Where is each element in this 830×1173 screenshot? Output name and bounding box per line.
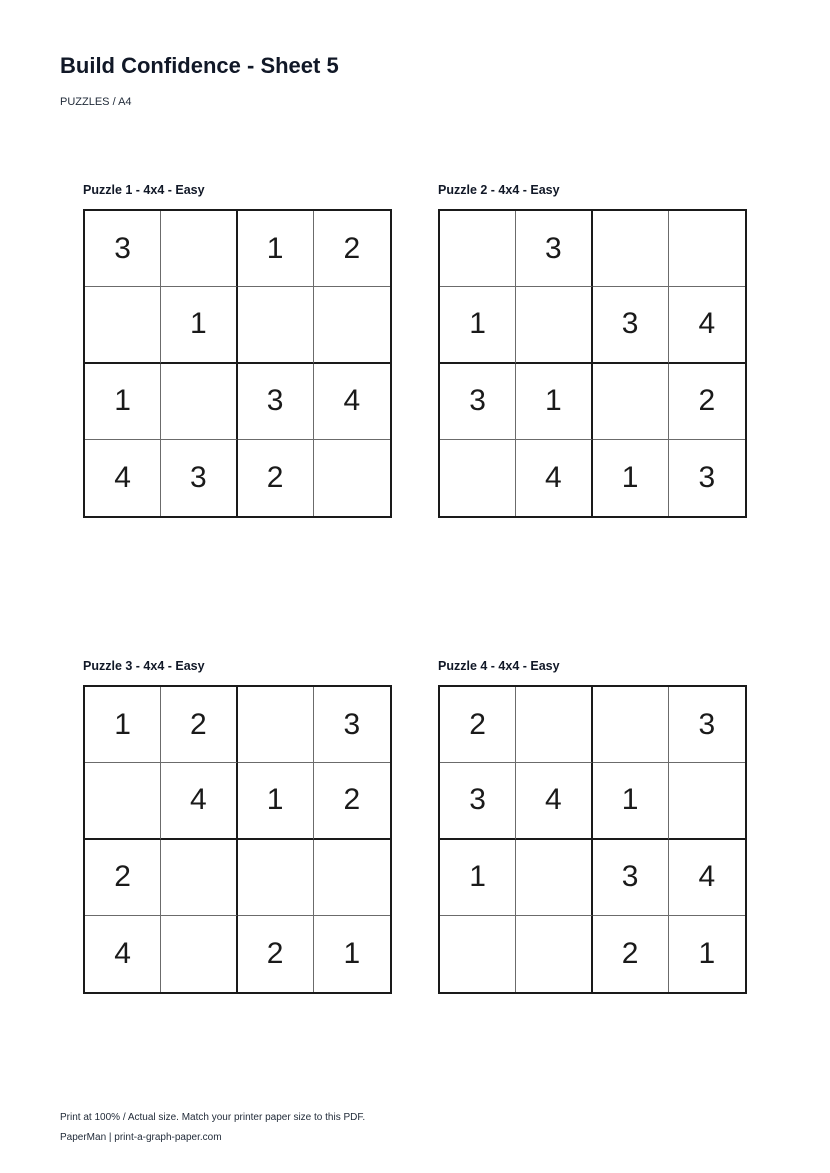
sudoku-cell: 3 [593, 287, 669, 363]
sudoku-cell: 2 [161, 687, 237, 763]
sudoku-cell [161, 211, 237, 287]
sudoku-cell: 3 [669, 687, 745, 763]
sudoku-cell: 1 [698, 936, 716, 970]
sudoku-cell: 2 [314, 211, 390, 287]
sudoku-cell [314, 287, 390, 363]
sudoku-cell [440, 211, 516, 287]
sudoku-cell [516, 687, 592, 763]
print-note: Print at 100% / Actual size. Match your printer paper size to this PDF. [60, 1112, 366, 1123]
sudoku-cell: 1 [161, 287, 237, 363]
sudoku-cell: 2 [238, 916, 314, 992]
sudoku-cell: 2 [85, 840, 161, 916]
brand-footer: PaperMan | print-a-graph-paper.com [60, 1132, 222, 1143]
sudoku-cell: 3 [314, 687, 390, 763]
sudoku-cell: 1 [85, 364, 161, 440]
sudoku-cell [593, 687, 669, 763]
puzzle-label: Puzzle 3 - 4x4 - Easy [83, 659, 205, 673]
sudoku-cell: 4 [516, 763, 592, 839]
sudoku-cell: 3 [516, 211, 592, 287]
sudoku-cell [593, 364, 669, 440]
sudoku-grid [83, 685, 392, 994]
sudoku-cell [238, 287, 314, 363]
puzzle-label: Puzzle 2 - 4x4 - Easy [438, 183, 560, 197]
sudoku-cell: 2 [440, 687, 516, 763]
sudoku-cell: 4 [85, 916, 161, 992]
sudoku-cell [85, 287, 161, 363]
sudoku-cell: 2 [593, 916, 669, 992]
sudoku-cell: 1 [593, 763, 669, 839]
sudoku-grid [83, 209, 392, 518]
sudoku-cell [593, 211, 669, 287]
sudoku-cell [161, 916, 237, 992]
sudoku-cell: 3 [440, 364, 516, 440]
sudoku-cell: 4 [516, 440, 592, 516]
sudoku-cell [314, 440, 390, 516]
puzzle-label: Puzzle 4 - 4x4 - Easy [438, 659, 560, 673]
sudoku-cell [161, 840, 237, 916]
sudoku-cell: 3 [698, 460, 716, 494]
page-subtitle: PUZZLES / A4 [60, 96, 132, 108]
sudoku-cell: 3 [593, 840, 669, 916]
sudoku-cell [85, 763, 161, 839]
sudoku-grid [438, 685, 747, 994]
sudoku-cell: 1 [85, 687, 161, 763]
page-title: Build Confidence - Sheet 5 [60, 53, 339, 78]
sudoku-cell: 2 [238, 440, 314, 516]
sudoku-cell [440, 440, 516, 516]
sudoku-cell: 2 [314, 763, 390, 839]
sudoku-cell [516, 840, 592, 916]
sudoku-cell: 3 [440, 763, 516, 839]
sudoku-cell: 1 [238, 763, 314, 839]
sudoku-cell: 1 [238, 211, 314, 287]
sudoku-cell: 1 [516, 364, 592, 440]
sudoku-cell: 3 [238, 364, 314, 440]
sudoku-cell [516, 916, 592, 992]
sudoku-cell: 3 [161, 440, 237, 516]
sudoku-cell: 4 [85, 440, 161, 516]
sudoku-cell: 1 [440, 287, 516, 363]
sudoku-cell [440, 916, 516, 992]
sudoku-cell [669, 211, 745, 287]
sudoku-cell [161, 364, 237, 440]
sudoku-cell: 4 [669, 287, 745, 363]
sudoku-cell [669, 763, 745, 839]
sudoku-cell [314, 840, 390, 916]
sudoku-cell [238, 687, 314, 763]
sudoku-cell: 1 [593, 440, 669, 516]
sudoku-cell: 4 [161, 763, 237, 839]
sudoku-cell [238, 840, 314, 916]
sudoku-cell: 2 [669, 364, 745, 440]
sudoku-cell: 1 [440, 840, 516, 916]
sudoku-cell: 3 [85, 211, 161, 287]
sudoku-cell [516, 287, 592, 363]
sudoku-cell: 4 [314, 364, 390, 440]
sudoku-cell: 1 [343, 936, 361, 970]
sudoku-grid [438, 209, 747, 518]
puzzle-label: Puzzle 1 - 4x4 - Easy [83, 183, 205, 197]
sudoku-cell: 4 [669, 840, 745, 916]
